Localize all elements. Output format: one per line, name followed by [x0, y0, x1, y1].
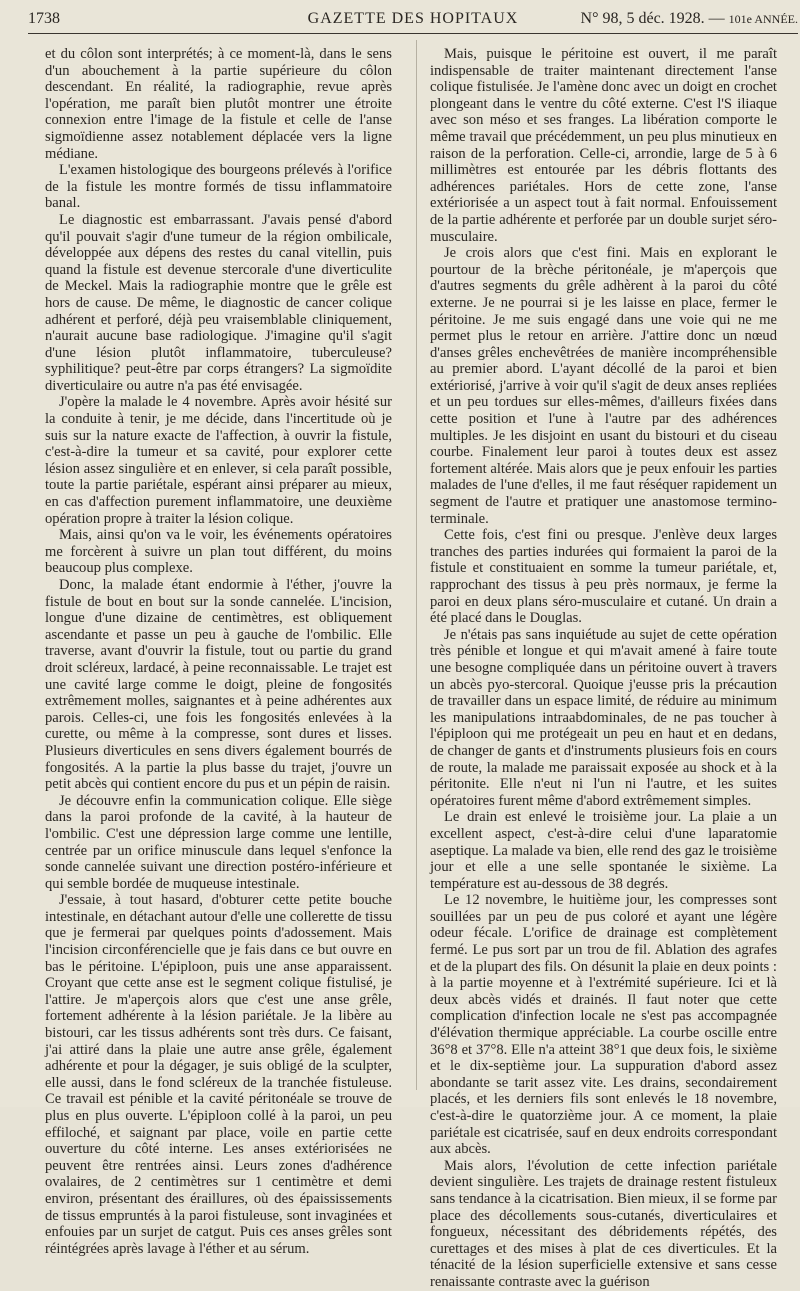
journal-title: GAZETTE DES HOPITAUX — [307, 10, 519, 27]
paragraph: Je découvre enfin la communication colique. Elle siège dans la paroi profonde de la cavité, à la hauteur de l'ombilic. C'est une dépression large comme une lentille, centrée par un orifice minuscule dans lequel s'enfonce la sonde cannelée suivant une direction postéro-inférieure et qui semble bordée de muqueuse intestinale. — [45, 792, 392, 892]
paragraph: Je n'étais pas sans inquiétude au sujet de cette opération très pénible et longue et qui m'avait amené à faire toute une besogne compliquée dans un péritoine ouvert à travers un abcès pyo-stercoral. Quoique j'eusse pris la précaution de travailler dans un espace limité, de réduire au minimum les manipulations intraabdominales, de ne pas toucher à l'épiploon qui me protégeait un peu en haut et en dedans, de changer de gants et d'instruments plusieurs fois en cours de route, la malade me paraissait exposée au shock et à la péritonite. Elle n'eut ni l'un ni l'autre, et les suites opératoires furent même d'abord extrêmement simples. — [430, 626, 777, 809]
paragraph: Je crois alors que c'est fini. Mais en explorant le pourtour de la brèche péritonéale, je m'aperçois que d'autres segments du grêle adhèrent à la paroi du côté externe. Je ne pourrai si je les laisse en place, fermer le péritoine. Je me suis engagé dans une voie qui ne me permet plus le retour en arrière. J'attire donc un nœud d'anses grêles enchevêtrées de manière incompréhensible au premier abord. L'ayant décollé de la paroi et bien extériorisé, j'arrive à voir qu'il s'agit de deux anses repliées et un peu tordues sur elles-mêmes, d'ailleurs fixées dans cette position et l'une à l'autre par des adhérences multiples. Je les disjoint en usant du bistouri et du ciseau courbe. Finalement leur paroi à toutes deux est assez fortement altérée. Mais alors que je peux enfouir les parties malades de l'une d'elles, il me faut réséquer rapidement un segment de l'autre et pratiquer une anastomose termino-terminale. — [430, 245, 777, 527]
header-rule — [28, 33, 798, 34]
paragraph: Mais alors, l'évolution de cette infection pariétale devient singulière. Les trajets de drainage restent fistuleux sans tendance à la cicatrisation. Bien mieux, il se forme par place des décollements sous-cutanés, diverticulaires et fongueux, nécessitant des débridements répétés, des curettages et des mises à plat de ces diverticules. Et la ténacité de la lésion superficielle extensive et sans cesse renaissante contraste avec la guérison — [430, 1157, 777, 1290]
paragraph: Le drain est enlevé le troisième jour. La plaie a un excellent aspect, c'est-à-dire celui d'une laparatomie aseptique. La malade va bien, elle rend des gaz le troisième jour et elle a une selle spontanée le sixième. La température est au-dessous de 38 degrés. — [430, 809, 777, 892]
right-column — [430, 46, 777, 1291]
paragraph: J'essaie, à tout hasard, d'obturer cette petite bouche intestinale, en détachant autour d'elle une collerette de tissu que je fermerai par quelques points d'adossement. Mais l'incision circonférencielle que je fais dans ce but ouvre en bas le péritoine. L'épiploon, puis une anse apparaissent. Croyant que cette anse est le segment colique fistulisé, je l'attire. Je m'aperçois alors que c'est une anse grêle, fortement adhérente à la lésion pariétale. Je la libère au bistouri, car les tissus adhérents sont très durs. Ce faisant, j'ai attiré dans la plaie une autre anse grêle, également adhérente et pour la dégager, je suis obligé de la sculpter, elle aussi, dans le fond scléreux de la tranchée fistuleuse. Ce travail est pénible et la cavité péritonéale se trouve de plus en plus ouverte. L'épiploon collé à la paroi, un peu effiloché, et saignant par place, voile en partie cette ouverture du côté interne. Les anses extériorisées ne peuvent être rentrées ainsi. Leurs zones d'adhérence ovalaires, de 2 centimètres sur 1 centimètre et demi environ, présentant des éraillures, où des épaississements de tissus empruntés à la paroi fistuleuse, sont invaginées et enfouies par un surjet de catgut. Puis ces anses grêles sont réintégrées après lavage à l'éther et au sérum. — [45, 892, 392, 1257]
page-number: 1738 — [28, 10, 60, 27]
paragraph: Mais, puisque le péritoine est ouvert, il me paraît indispensable de traiter maintenant directement l'anse colique fistulisée. Je l'amène donc avec un doigt en crochet plongeant dans le ventre du côté externe. C'est l'S iliaque avec son méso et ses franges. La libération comporte le même travail que précédemment, un peu plus minutieux en raison de la perforation. Celle-ci, arrondie, large de 5 à 6 millimètres est entourée par les débris flottants des adhérences pariétales. Hors de cette zone, l'anse extériorisée a un aspect tout à fait normal. Enfouissement de la partie adhérente et perforée par un double surjet séro-musculaire. — [430, 46, 777, 245]
column-divider — [416, 40, 417, 1090]
paragraph: Donc, la malade étant endormie à l'éther, j'ouvre la fistule de bout en bout sur la sonde cannelée. L'incision, longue d'une dizaine de centimètres, est obliquement ascendante et passe un peu à gauche de l'ombilic. Elle traverse, avant d'ouvrir la fistule, tout ou partie du grand droit scléreux, lardacé, à peine reconnaissable. Le trajet est une cavité large comme le doigt, pleine de fongosités extrêmement molles, saignantes et à peine adhérentes aux parois. Celles-ci, une fois les fongosités enlevées à la curette, ou même à la compresse, sont dures et lisses. Plusieurs diverticules en sens divers également bourrés de fongosités. A la partie la plus basse du trajet, j'ouvre un petit abcès qui contient encore du pus et un pépin de raisin. — [45, 577, 392, 793]
paragraph: J'opère la malade le 4 novembre. Après avoir hésité sur la conduite à tenir, je me décide, dans l'incertitude où je suis sur la nature exacte de l'affection, à ouvrir la fistule, c'est-à-dire la tumeur et sa cavité, pour explorer cette lésion assez singulière et en enlever, si cela paraît possible, toute la partie pariétale, espérant ainsi préparer au mieux, en cas d'affection purement inflammatoire, une deuxième opération propre à traiter la lésion colique. — [45, 394, 392, 527]
paragraph: Le diagnostic est embarrassant. J'avais pensé d'abord qu'il pouvait s'agir d'une tumeur de la région ombilicale, développée aux dépens des restes du canal vitellin, puis quand la fistule est devenue stercorale d'une diverticulite de Meckel. Mais la radiographie montre que le grêle est hors de cause. De même, le diagnostic de cancer colique adhérent et perforé, déjà peu vraisemblable cliniquement, n'aurait aucune base radiologique. J'imagine qu'il s'agit d'une lésion plutôt inflammatoire, tuberculeuse? syphilitique? peut-être par corps étrangers? La sigmoïdite diverticulaire ou autre n'a pas été envisagée. — [45, 211, 392, 394]
paragraph: Le 12 novembre, le huitième jour, les compresses sont souillées par un peu de pus coloré et ayant une légère odeur fécale. L'orifice de drainage est complètement fermé. Le pus sort par un trou de fil. Ablation des agrafes et de la plupart des fils. On désunit la plaie en deux points : à la partie moyenne et à l'extrémité supérieure. Ici et là deux abcès vidés et drainés. Il faut noter que cette complication d'infection locale ne s'est pas accompagnée d'élévation thermique appréciable. La courbe oscille entre 36°8 et 37°8. Elle n'a atteint 38°1 que deux fois, le sixième et le dix-septième jour. La suppuration d'abord assez abondante se tarit assez vite. Les drains, secondairement placés, et les derniers fils sont enlevés le 18 novembre, c'est-à-dire le quatorzième jour. A ce moment, la plaie pariétale est cicatrisée, sauf en deux endroits correspondant aux abcès. — [430, 892, 777, 1158]
paragraph: et du côlon sont interprétés; à ce moment-là, dans le sens d'un abouchement à la partie supérieure du côlon descendant. En réalité, la radiographie, revue après l'opération, me paraît bien plutôt montrer une étroite connexion entre l'image de la fistule et celle de l'anse sigmoïdienne assez notablement déplacée vers la ligne médiane. — [45, 46, 392, 162]
paragraph: L'examen histologique des bourgeons prélevés à l'orifice de la fistule les montre formés de tissu inflammatoire banal. — [45, 162, 392, 212]
paragraph: Cette fois, c'est fini ou presque. J'enlève deux larges tranches des parties indurées qui formaient la paroi de la fistule et constituaient en somme la tumeur pariétale, et, rapprochant des tissus à peu près normaux, je ferme la paroi en deux plans séro-musculaire et cutané. Un drain a été placé dans le Douglas. — [430, 527, 777, 627]
paragraph: Mais, ainsi qu'on va le voir, les événements opératoires me forcèrent à suivre un plan tout différent, du moins beaucoup plus complexe. — [45, 527, 392, 577]
issue-year: 101e ANNÉE. — [728, 12, 798, 26]
left-column — [45, 46, 392, 1257]
issue-info — [581, 10, 798, 28]
issue-date: N° 98, 5 déc. 1928. — — [580, 10, 725, 27]
